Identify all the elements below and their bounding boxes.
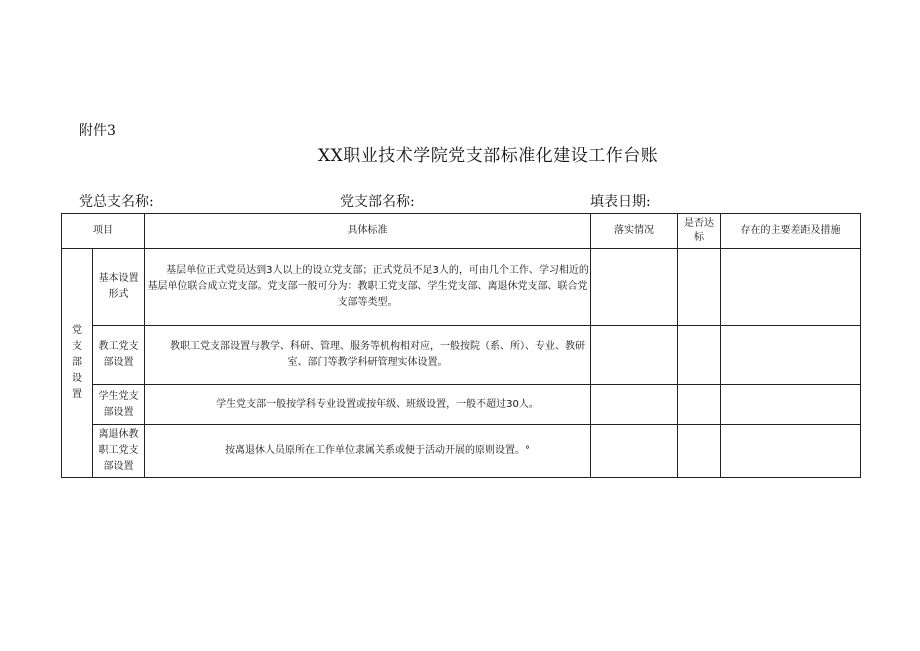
- item-line: 职工党支: [98, 445, 139, 456]
- item-line: 部设置: [103, 357, 134, 368]
- gaps-cell[interactable]: [721, 385, 861, 425]
- standard-retiree-branch: 按离退休人员原所在工作单位隶属关系或便于活动开展的原则设置。°: [145, 425, 591, 478]
- standard-student-branch: 学生党支部一般按学科专业设置或按年级、班级设置，一般不超过30人。: [145, 385, 591, 425]
- header-gaps: 存在的主要差距及措施: [721, 214, 861, 249]
- item-student-branch: [93, 385, 145, 425]
- item-line: 教工党支: [98, 341, 139, 352]
- document-title: XX职业技术学院党支部标准化建设工作台账: [318, 146, 659, 166]
- table-row: [62, 326, 861, 385]
- branch-name-label: 党支部名称:: [340, 194, 415, 210]
- table-row: [62, 385, 861, 425]
- item-basic-form: [93, 249, 145, 326]
- status-cell[interactable]: [591, 326, 678, 385]
- attachment-label: 附件3: [79, 123, 116, 139]
- header-target-line2: 标: [694, 232, 704, 243]
- item-faculty-branch: [93, 326, 145, 385]
- target-met-cell[interactable]: [678, 249, 721, 326]
- status-cell[interactable]: [591, 249, 678, 326]
- section-char: 设: [72, 373, 82, 384]
- general-branch-name-label: 党总支名称:: [79, 194, 154, 210]
- status-cell[interactable]: [591, 425, 678, 478]
- status-cell[interactable]: [591, 385, 678, 425]
- standard-basic-form: 基层单位正式党员达到3人以上的设立党支部；正式党员不足3人的，可由几个工作、学习相近的基层单位联合成立党支部。党支部一般可分为：教职工党支部、学生党支部、离退休党支部、联合党支部等类型。: [145, 249, 591, 326]
- table-row: [62, 249, 861, 326]
- ledger-table: [61, 213, 861, 478]
- header-status: 落实情况: [591, 214, 678, 249]
- header-standard: 具体标准: [145, 214, 591, 249]
- header-target-line1: 是否达: [684, 218, 714, 229]
- target-met-cell[interactable]: [678, 385, 721, 425]
- section-char: 置: [72, 389, 82, 400]
- fill-date-label: 填表日期:: [590, 194, 651, 210]
- section-char: 党: [72, 325, 82, 336]
- item-line: 形式: [108, 289, 129, 300]
- standard-faculty-branch: 教职工党支部设置与教学、科研、管理、服务等机构相对应，一般按院（系、所）、专业、教研室、部门等教学科研管理实体设置。: [145, 326, 591, 385]
- item-line: 学生党支: [98, 390, 139, 402]
- item-line: 离退休教: [98, 429, 139, 440]
- gaps-cell[interactable]: [721, 249, 861, 326]
- gaps-cell[interactable]: [721, 326, 861, 385]
- table-row: [62, 425, 861, 478]
- item-line: 部设置: [103, 406, 134, 418]
- target-met-cell[interactable]: [678, 425, 721, 478]
- item-retiree-branch: [93, 425, 145, 478]
- header-item: 项目: [62, 214, 145, 249]
- item-line: 基本设置: [98, 273, 139, 284]
- item-line: 部设置: [103, 461, 134, 472]
- table-header-row: [62, 214, 861, 249]
- target-met-cell[interactable]: [678, 326, 721, 385]
- section-char: 部: [72, 357, 82, 368]
- header-target-met: [678, 214, 721, 249]
- section-char: 支: [72, 341, 82, 352]
- gaps-cell[interactable]: [721, 425, 861, 478]
- section-branch-setup: [62, 249, 93, 478]
